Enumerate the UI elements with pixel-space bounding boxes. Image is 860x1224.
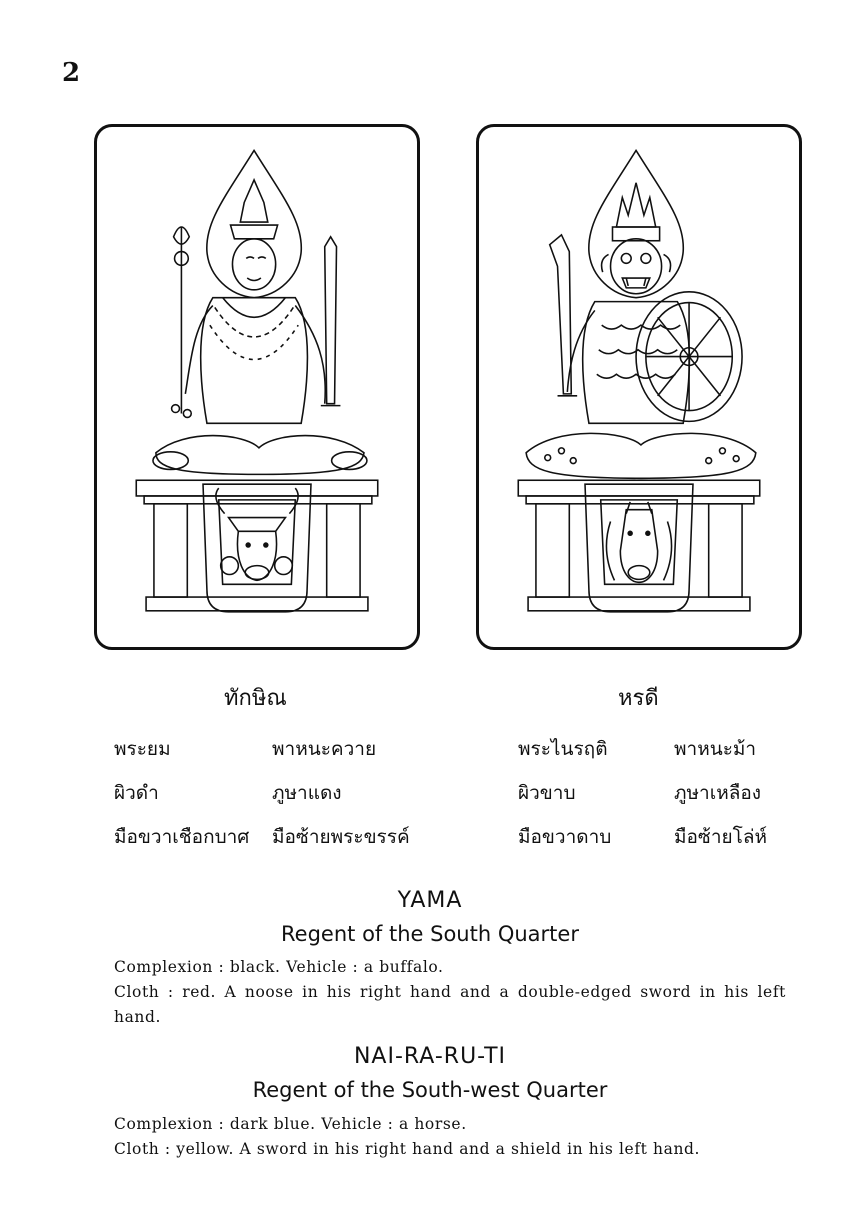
description-line: Cloth : red. A noose in his right hand and a double-edged sword in his left hand. [114,983,786,1026]
description-line: Complexion : black. Vehicle : a buffalo. [114,958,444,976]
thai-detail: ผิวขาบ [518,782,576,804]
thai-detail: มือซ้ายพระขรรค์ [272,826,410,848]
description-line: Complexion : dark blue. Vehicle : a horse. [114,1115,467,1133]
thai-detail: พาหนะม้า [674,738,757,760]
thai-detail: ภูษาเหลือง [674,782,762,804]
yama-illustration [94,124,420,650]
section-subtitle: Regent of the South Quarter [281,922,579,946]
description-line: Cloth : yellow. A sword in his right hand and a shield in his left hand. [114,1140,701,1158]
section-title: YAMA [397,888,463,913]
nai-ra-ru-ti-illustration [476,124,802,650]
section-subtitle: Regent of the South-west Quarter [252,1078,608,1102]
thai-detail: มือซ้ายโล่ห์ [674,826,768,848]
page-number: 2 [62,58,81,88]
thai-detail: ผิวดำ [114,782,159,804]
thai-detail: มือขวาเชือกบาศ [114,826,250,848]
thai-detail: มือขวาดาบ [518,826,612,848]
thai-direction-right: หรดี [618,686,659,711]
thai-detail: ภูษาแดง [272,782,342,804]
thai-detail: พระไนรฤติ [518,738,608,760]
thai-detail: พระยม [114,738,171,760]
section-title: NAI-RA-RU-TI [353,1044,507,1069]
thai-direction-left: ทักษิณ [224,686,287,711]
thai-detail: พาหนะควาย [272,738,377,760]
